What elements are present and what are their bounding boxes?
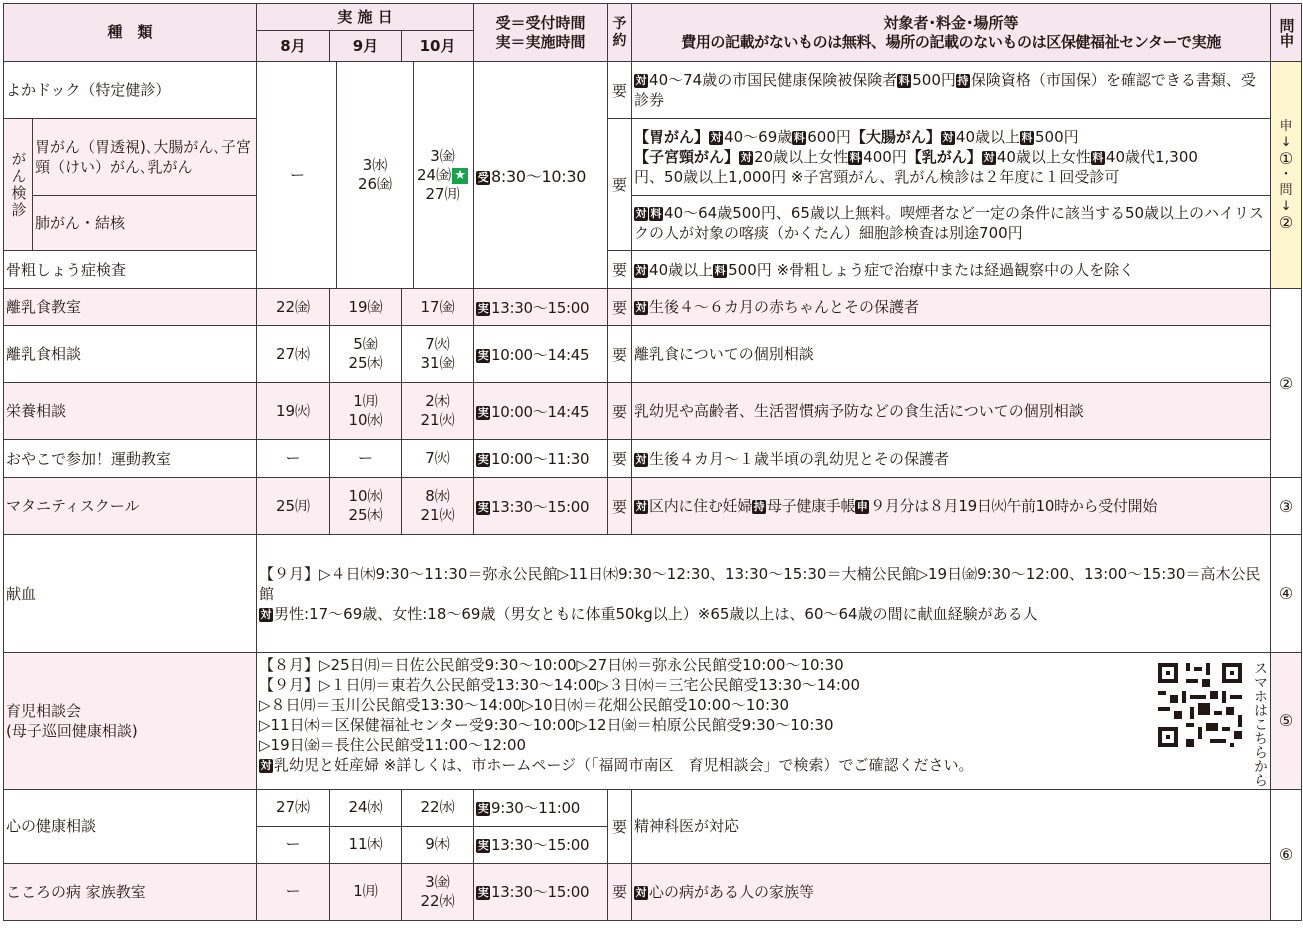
row-kokoro-r1-d9: 24㈬ xyxy=(330,789,402,826)
kenketsu-line-2: 男性:17〜69歳、女性:18〜69歳（男女ともに体重50kg以上）※65歳以上は、60〜64歳の間に献血経験がある人 xyxy=(274,604,1038,623)
ikuji-line-2: 【９月】▷１日㈪＝東若久公民館受13:30〜14:00▷３日㈬＝三宅公民館受13:30〜14:00 xyxy=(259,675,860,694)
side-ref-4: ④ xyxy=(1271,535,1302,652)
row-rinyu-d9: 19㈮ xyxy=(330,289,402,326)
gan-date-9: 3㈬ 26㈮ xyxy=(337,62,414,288)
ikuji-line-4: ▷11日㈭＝区保健福祉センター受9:30〜10:00▷12日㈮＝柏原公民館受9:30〜10:30 xyxy=(259,715,834,734)
row-eiyo-d10: 2㈭ 21㈫ xyxy=(402,383,474,440)
header-month-10: 10月 xyxy=(402,31,474,62)
legend-reception: 受＝受付時間 xyxy=(495,13,586,32)
qr-caption: スマホはこちらから xyxy=(1252,660,1269,787)
row-rinyu-time: 実 13:30〜15:00 xyxy=(474,289,608,326)
row-kokoro-r1-d8: 27㈬ xyxy=(257,789,330,826)
legend-execution: 実＝実施時間 xyxy=(495,32,586,51)
ikuji-line-1: 【８月】▷25日㈪＝日佐公民館受9:30〜10:00▷27日㈬＝弥永公民館受10:00〜10:30 xyxy=(259,655,844,674)
row-kazoku-d10: 3㈮ 22㈬ xyxy=(402,863,474,920)
row-rinyusodan-d9: 5㈮ 25㈭ xyxy=(330,326,402,383)
row-kenketsu-name: 献血 xyxy=(4,535,257,652)
row-kokoro-r2-d9: 11㈭ xyxy=(330,826,402,863)
header-month-8: 8月 xyxy=(257,31,330,62)
row-oyako-time: 実 10:00〜11:30 xyxy=(474,440,608,478)
gan-sub-2: 肺がん・結核 xyxy=(33,196,257,251)
gan-date-10-c: 27㈪ xyxy=(425,184,460,203)
row-rinyu-d10: 17㈮ xyxy=(402,289,474,326)
side-ref-6: ⑥ xyxy=(1271,789,1302,920)
row-rinyusodan-req: 要 xyxy=(608,326,632,383)
star-icon: ★ xyxy=(452,168,468,184)
row-eiyo-name: 栄養相談 xyxy=(4,383,257,440)
kenketsu-line-1: 【９月】▷４日㈭9:30〜11:30＝弥永公民館▷11日㈭9:30〜12:30、13:30〜15:30＝大楠公民館▷19日㈮9:30〜12:00、13:00〜15:30＝高木公民館 xyxy=(259,564,1261,603)
bring-badge-icon: 持 xyxy=(957,74,969,88)
row-mata-d8: 25㈪ xyxy=(257,478,330,535)
row-rinyusodan-d8: 27㈬ xyxy=(257,326,330,383)
row-eiyo-info: 乳幼児や高齢者、生活習慣病予防などの食生活についての個別相談 xyxy=(632,383,1271,440)
header-info-sub: 費用の記載がないものは無料、場所の記載のないものは区保健福祉センターで実施 xyxy=(681,32,1221,51)
row-kazoku-d9: 1㈪ xyxy=(330,863,402,920)
row-oyako-name: おやこで参加！運動教室 xyxy=(4,440,257,478)
row-kazoku-name: こころの病 家族教室 xyxy=(4,863,257,920)
header-month-9: 9月 xyxy=(330,31,402,62)
row-yoka-req: 要 xyxy=(608,62,632,119)
gan-label: がん検診 xyxy=(4,119,33,251)
gan-info-1: 【胃がん】 対 40〜69歳 料 600円【大腸がん】 対 40歳以上 料 500円 【子宮頸がん】 対 20歳以上女性 料 400円【乳がん】 対 40歳以上女性 料 40歳代1,300 円、50歳以上1,000円 ※子宮頸がん、乳がん検診は２年度に１回受診可 xyxy=(632,119,1271,196)
row-eiyo-d8: 19㈫ xyxy=(257,383,330,440)
row-rinyusodan-time: 実 10:00〜14:45 xyxy=(474,326,608,383)
gan-dates-8 xyxy=(257,62,474,289)
header-yoyaku: 予約 xyxy=(608,4,632,62)
reception-badge-icon: 受 xyxy=(477,170,489,184)
row-kotsu-info: 対 40歳以上 料 500円 ※骨粗しょう症で治療中または経過観察中の人を除く xyxy=(632,251,1271,289)
gan-date-10-b: 24㈮ xyxy=(416,165,452,184)
row-rinyusodan-info: 離乳食についての個別相談 xyxy=(632,326,1271,383)
row-yoka-name: よかドック（特定健診） xyxy=(4,62,257,119)
row-mata-d9: 10㈬ 25㈭ xyxy=(330,478,402,535)
target-badge-icon: 対 xyxy=(635,74,647,88)
row-ikuji-info: スマホはこちらから 【８月】▷25日㈪＝日佐公民館受9:30〜10:00▷27日㈬＝弥永公民館受10:00〜10:30 【９月】▷１日㈪＝東若久公民館受13:30〜14:00▷３日㈬＝三宅公民館受13:30〜14:00 ▷８日㈪＝玉川公民館受13:30〜14:00▷10日㈬＝花畑公民館受10:00〜10:30 ▷11日㈭＝区保健福祉センター受9:30〜10:00▷12日㈮＝柏原公民館受9:30〜10:30 ▷19日㈮＝長住公民館受11:00〜12:00 対 乳幼児と妊産婦 ※詳しくは、市ホームページ（「福岡市南区 育児相談会」で検索）でご確認ください。 xyxy=(257,652,1271,789)
gan-sub-1: 胃がん（胃透視)､大腸がん､子宮頸（けい）がん､乳がん xyxy=(33,119,257,196)
header-info xyxy=(632,4,1271,62)
row-kotsu-name: 骨粗しょう症検査 xyxy=(4,251,257,289)
row-kazoku-d8: ー xyxy=(257,863,330,920)
row-mata-d10: 8㈬ 21㈫ xyxy=(402,478,474,535)
fee-badge-icon: 料 xyxy=(898,74,910,88)
side-ref-5: ⑤ xyxy=(1271,652,1302,789)
row-kotsu-req: 要 xyxy=(608,251,632,289)
ikuji-line-6: 乳幼児と妊産婦 ※詳しくは、市ホームページ（「福岡市南区 育児相談会」で検索）でご確認ください。 xyxy=(274,755,974,774)
row-rinyu-req: 要 xyxy=(608,289,632,326)
gan-date-8: ー xyxy=(259,62,337,288)
row-kazoku-req: 要 xyxy=(608,863,632,920)
row-mata-time: 実 13:30〜15:00 xyxy=(474,478,608,535)
row-yoka-info: 対 40〜74歳の市国民健康保険被保険者 料 500円 持 保険資格（市国保）を確認できる書類、受診券 xyxy=(632,62,1271,119)
row-mata-name: マタニティスクール xyxy=(4,478,257,535)
row-ikuji-name: 育児相談会 (母子巡回健康相談) xyxy=(4,652,257,789)
qr-code-icon[interactable] xyxy=(1154,659,1246,751)
row-oyako-d8: ー xyxy=(257,440,330,478)
row-kazoku-info: 対 心の病がある人の家族等 xyxy=(632,863,1271,920)
header-kind: 種 類 xyxy=(4,4,257,62)
row-kokoro-r2-d10: 9㈭ xyxy=(402,826,474,863)
ikuji-line-3: ▷８日㈪＝玉川公民館受13:30〜14:00▷10日㈬＝花畑公民館受10:00〜10:30 xyxy=(259,695,790,714)
row-eiyo-time: 実 10:00〜14:45 xyxy=(474,383,608,440)
row-kokoro-req: 要 xyxy=(608,789,632,863)
row-eiyo-req: 要 xyxy=(608,383,632,440)
row-kokoro-r1-time: 実 9:30〜11:00 xyxy=(474,789,608,826)
row-rinyu-info: 対 生後４〜６カ月の赤ちゃんとその保護者 xyxy=(632,289,1271,326)
row-kokoro-r2-d8: ー xyxy=(257,826,330,863)
header-info-title: 対象者･料金･場所等 xyxy=(883,13,1019,32)
side-ref-2: ② xyxy=(1271,289,1302,478)
row-rinyusodan-name: 離乳食相談 xyxy=(4,326,257,383)
row-mata-req: 要 xyxy=(608,478,632,535)
row-eiyo-d9: 1㈪ 10㈬ xyxy=(330,383,402,440)
row-kazoku-time: 実 13:30〜15:00 xyxy=(474,863,608,920)
side-ref-3: ③ xyxy=(1271,478,1302,535)
header-dates: 実 施 日 xyxy=(257,4,474,31)
row-kenketsu-info: 【９月】▷４日㈭9:30〜11:30＝弥永公民館▷11日㈭9:30〜12:30、13:30〜15:30＝大楠公民館▷19日㈮9:30〜12:00、13:00〜15:30＝高木公民館 対 男性:17〜69歳、女性:18〜69歳（男女ともに体重50kg以上）※65歳以上は、60〜64歳の間に献血経験がある人 xyxy=(257,535,1271,652)
row-kokoro-info: 精神科医が対応 xyxy=(632,789,1271,863)
gan-date-10-a: 3㈮ xyxy=(430,146,455,165)
row-rinyu-d8: 22㈮ xyxy=(257,289,330,326)
row-rinyu-name: 離乳食教室 xyxy=(4,289,257,326)
row-kokoro-name: 心の健康相談 xyxy=(4,789,257,863)
gan-date-10 xyxy=(414,62,472,288)
ikuji-line-5: ▷19日㈮＝長住公民館受11:00〜12:00 xyxy=(259,735,527,754)
row-oyako-d9: ー xyxy=(330,440,402,478)
header-time-legend xyxy=(474,4,608,62)
side-ref-1: 申 ↓ ① ・ 問 ↓ ② xyxy=(1271,62,1302,289)
row-oyako-d10: 7㈫ xyxy=(402,440,474,478)
gan-req: 要 xyxy=(608,119,632,251)
row-oyako-req: 要 xyxy=(608,440,632,478)
gan-info-2: 対 料 40〜64歳500円、65歳以上無料。喫煙者など一定の条件に該当する50歳以上のハイリスクの人が対象の喀痰（かくたん）細胞診検査は別途700円 xyxy=(632,196,1271,251)
row-kokoro-r2-time: 実 13:30〜15:00 xyxy=(474,826,608,863)
row-mata-info: 対 区内に住む妊婦 持 母子健康手帳 申 ９月分は８月19日㈫午前10時から受付開始 xyxy=(632,478,1271,535)
row-rinyusodan-d10: 7㈫ 31㈮ xyxy=(402,326,474,383)
health-schedule-table xyxy=(3,3,1302,921)
row-kokoro-r1-d10: 22㈬ xyxy=(402,789,474,826)
header-side: 問申 xyxy=(1271,4,1302,62)
row-oyako-info: 対 生後４カ月〜１歳半頃の乳幼児とその保護者 xyxy=(632,440,1271,478)
gan-time: 受 8:30〜10:30 xyxy=(474,62,608,289)
